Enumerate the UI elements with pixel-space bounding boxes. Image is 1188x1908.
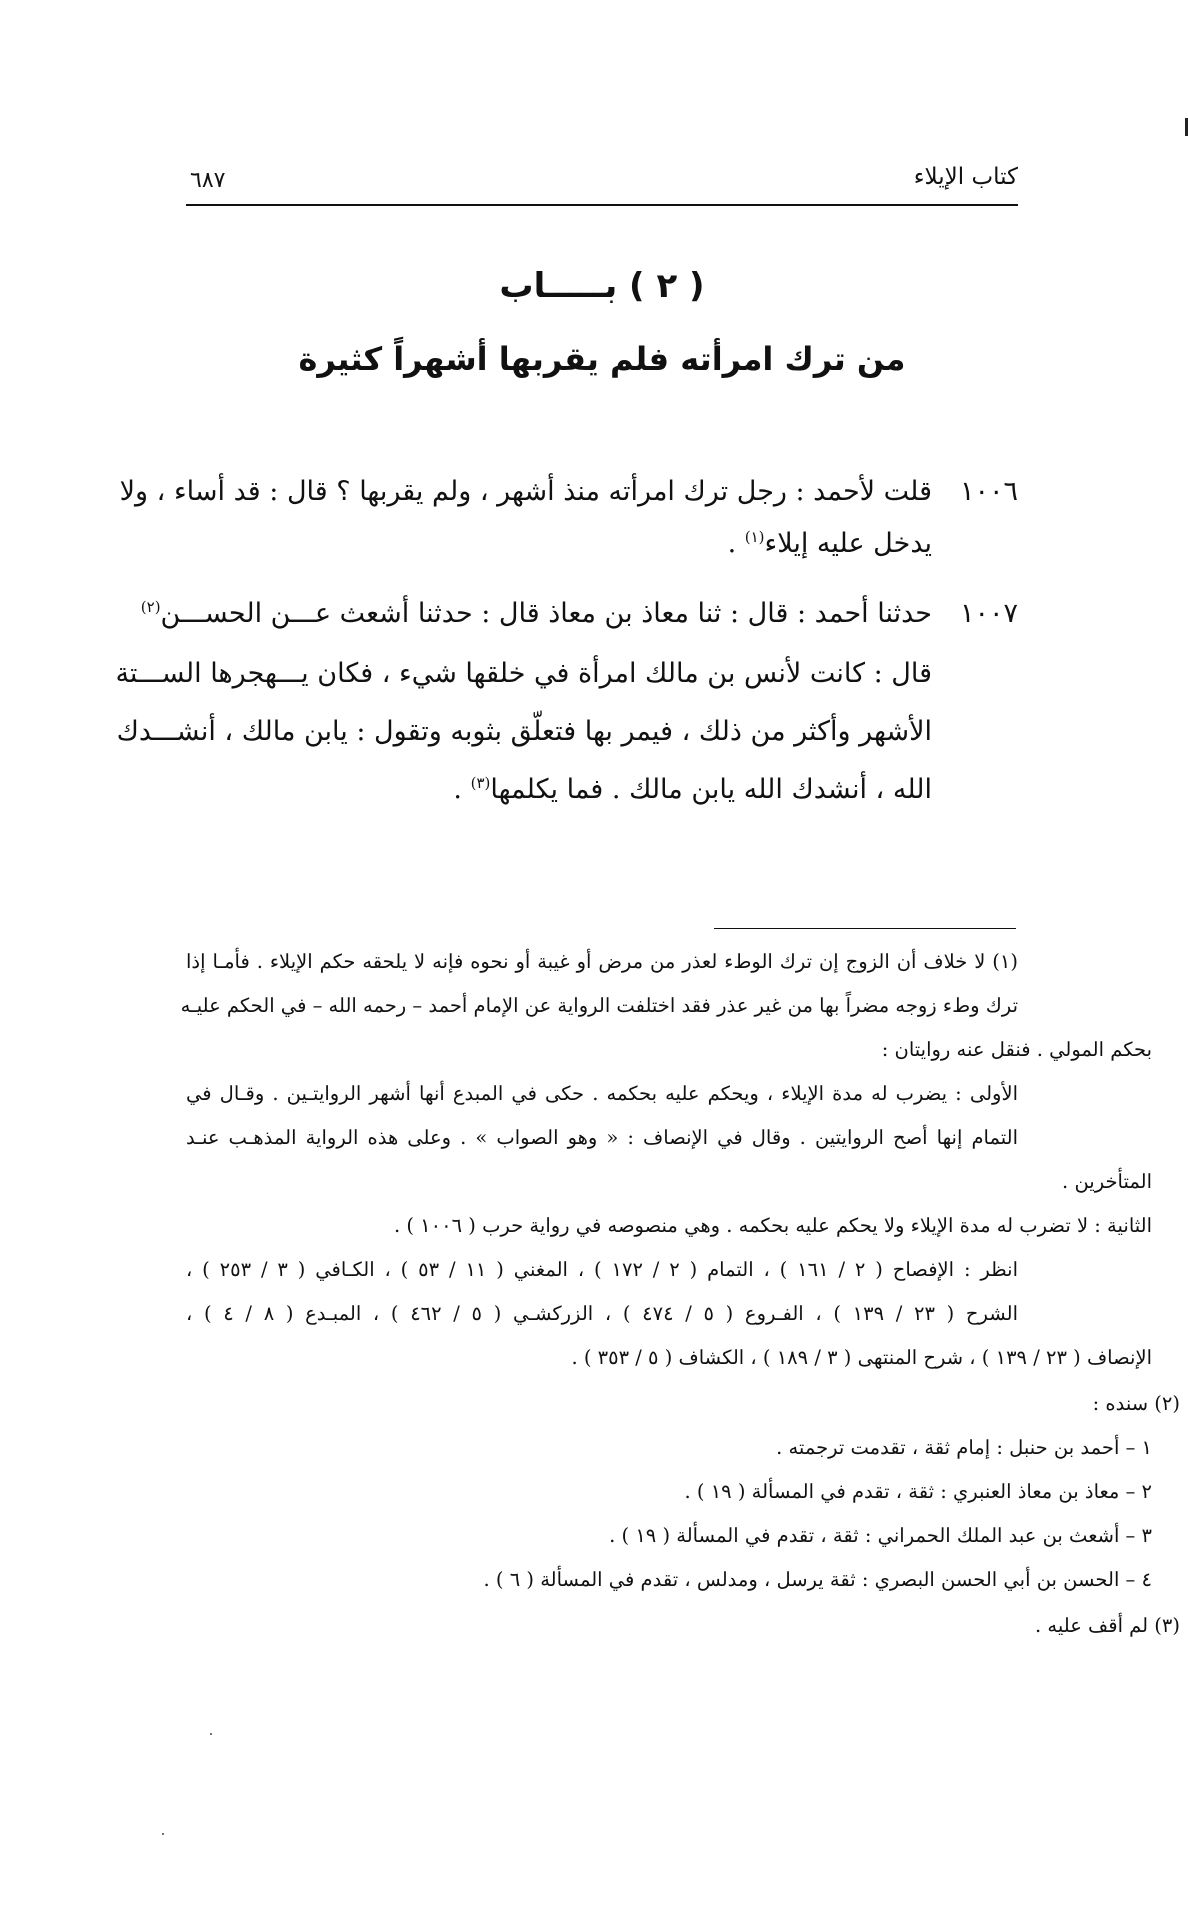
entry-line-text: الله ، أنشدك الله يابن مالك . فما يكلمها — [490, 774, 932, 805]
footnote-line: انظر : الإفصاح ( ٢ / ١٦١ ) ، التمام ( ٢ / ١٧٢ ) ، المغني ( ١١ / ٥٣ ) ، الكـافي ( ٣ / ٢٥٣ ) ، — [186, 1258, 1018, 1281]
chapter-heading: ( ٢ ) بـــــاب — [499, 266, 705, 306]
footnote-line: (٢) سنده : — [1092, 1392, 1180, 1415]
entry-line-text: حدثنا أحمد : قال : ثنا معاذ بن معاذ قال : حدثنا أشعث عـــن الحســـن — [160, 598, 932, 629]
footnote-line: الثانية : لا تضرب له مدة الإيلاء ولا يحكم عليه بحكمه . وهي منصوصه في رواية حرب ( ١٠٠٦ ) . — [393, 1214, 1152, 1237]
entry-line: قال : كانت لأنس بن مالك امرأة في خلقها شيء ، فكان يـــهجرها الســـتة — [115, 658, 932, 689]
footnote-ref: (٣) — [470, 774, 491, 792]
entry-line — [140, 598, 932, 629]
entry-1007 — [115, 598, 1018, 818]
footnote-line: (١) لا خلاف أن الزوج إن ترك الوطء لعذر من مرض أو غيبة أو نحوه فإنه لا يلحقه حكم الإيلاء . فأمـا إذا — [186, 950, 1018, 973]
entry-line — [728, 528, 932, 559]
book-title: كتاب الإيلاء — [913, 164, 1018, 190]
entry-number: ١٠٠٦ — [959, 476, 1018, 507]
footnote-line: ١ – أحمد بن حنبل : إمام ثقة ، تقدمت ترجمته . — [776, 1436, 1152, 1459]
footnote-line: التمام إنها أصح الروايتين . وقال في الإنصاف : « وهو الصواب » . وعلى هذه الرواية المذهـب عنـد — [186, 1126, 1018, 1149]
footnote-line: (٣) لم أقف عليه . — [1035, 1614, 1180, 1637]
scan-speck — [162, 1833, 164, 1835]
footnote-line: ٣ – أشعث بن عبد الملك الحمراني : ثقة ، تقدم في المسألة ( ١٩ ) . — [609, 1524, 1152, 1547]
entry-line: الأشهر وأكثر من ذلك ، فيمر بها فتعلّق بثوبه وتقول : يابن مالك ، أنشـــدك — [116, 716, 932, 747]
entry-line-text: يدخل عليه إيلاء — [764, 528, 932, 559]
footnote-ref: (٢) — [140, 598, 161, 616]
entry-line — [453, 774, 932, 805]
chapter-subtitle: من ترك امرأته فلم يقربها أشهراً كثيرة — [298, 340, 906, 378]
footnote-line: ٤ – الحسن بن أبي الحسن البصري : ثقة يرسل ، ومدلس ، تقدم في المسألة ( ٦ ) . — [483, 1568, 1152, 1591]
footnote-line: ترك وطء زوجه مضراً بها من غير عذر فقد اختلفت الرواية عن الإمام أحمد – رحمه الله – في الحكم عليـه — [180, 994, 1018, 1017]
footnote-line: بحكم المولي . فنقل عنه روايتان : — [881, 1038, 1152, 1061]
running-header — [186, 160, 1018, 206]
page-number: ٦٨٧ — [190, 168, 226, 193]
entry-line-end: . — [453, 774, 471, 805]
footnote-ref: (١) — [744, 528, 765, 546]
footnote-line: المتأخرين . — [1062, 1170, 1152, 1193]
entry-line-end: . — [727, 528, 745, 559]
footnote-line: الشرح ( ٢٣ / ١٣٩ ) ، الفـروع ( ٥ / ٤٧٤ ) ، الزركشـي ( ٥ / ٤٦٢ ) ، المبـدع ( ٨ / ٤ ) ، — [186, 1302, 1019, 1325]
entry-number: ١٠٠٧ — [959, 598, 1018, 629]
scan-speck — [210, 1733, 212, 1735]
footnote-separator — [714, 928, 1016, 929]
footnote-line: الإنصاف ( ٢٣ / ١٣٩ ) ، شرح المنتهى ( ٣ / ١٨٩ ) ، الكشاف ( ٥ / ٣٥٣ ) . — [571, 1346, 1152, 1369]
entry-line: قلت لأحمد : رجل ترك امرأته منذ أشهر ، ولم يقربها ؟ قال : قد أساء ، ولا — [119, 476, 932, 507]
footnote-line: ٢ – معاذ بن معاذ العنبري : ثقة ، تقدم في المسألة ( ١٩ ) . — [684, 1480, 1152, 1503]
entry-1006 — [119, 476, 1018, 576]
footnote-line: الأولى : يضرب له مدة الإيلاء ، ويحكم عليه بحكمه . حكى في المبدع أنها أشهر الروايتـين . وقـال في — [186, 1082, 1018, 1105]
